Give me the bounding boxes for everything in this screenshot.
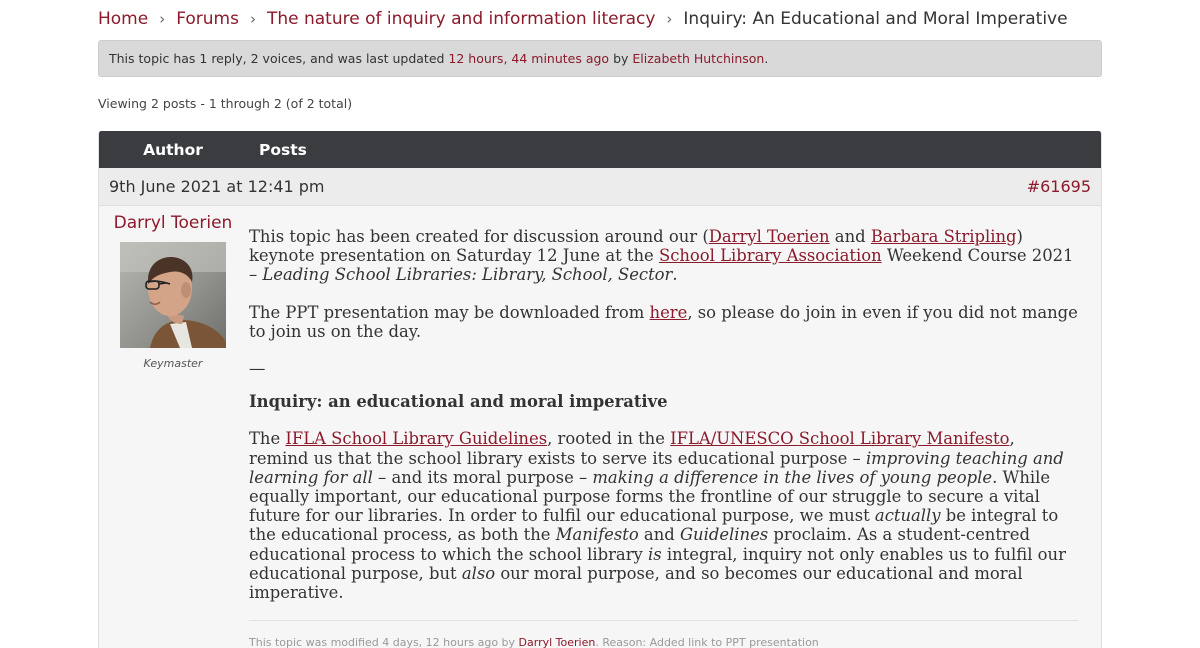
posts-table <box>98 131 1102 648</box>
author-name-link[interactable]: Darryl Toerien <box>113 213 233 233</box>
ifla-guidelines-link[interactable]: IFLA School Library Guidelines <box>285 429 548 449</box>
emphasis: actually <box>874 506 941 526</box>
freshness-link[interactable]: 12 hours, 44 minutes ago <box>448 51 610 66</box>
notice-prefix: This topic has 1 reply, 2 voices, and was last updated <box>109 51 449 66</box>
text-run: and <box>829 227 871 246</box>
text-run: and <box>638 525 680 545</box>
last-author-link[interactable]: Elizabeth Hutchinson <box>632 51 765 66</box>
breadcrumb-forums-link[interactable]: Forums <box>176 9 239 29</box>
post-header <box>99 168 1101 206</box>
emphasis: Guidelines <box>679 525 769 545</box>
post-permalink[interactable]: #61695 <box>1026 177 1091 196</box>
revision-suffix: . Reason: Added link to PPT presentation <box>595 636 819 648</box>
post-content <box>247 206 1078 648</box>
revision-author-link[interactable]: Darryl Toerien <box>518 636 596 648</box>
post-author <box>99 206 247 648</box>
posts-table-header <box>99 131 1101 168</box>
text-run: ) keynote presentation on Saturday 12 June at the <box>249 227 1023 266</box>
ifla-unesco-manifesto-link[interactable]: IFLA/UNESCO School Library Manifesto <box>670 429 1010 449</box>
text-run: This topic has been created for discussion around our ( <box>249 227 709 246</box>
darryl-toerien-link[interactable]: Darryl Toerien <box>708 227 830 246</box>
breadcrumb-current-topic: Inquiry: An Educational and Moral Imperative <box>683 9 1068 29</box>
school-library-association-link[interactable]: School Library Association <box>658 246 882 266</box>
text-run: our moral purpose, and so becomes our educational and moral imperative. <box>249 563 1023 603</box>
breadcrumb-separator: › <box>159 10 166 28</box>
avatar[interactable] <box>120 242 226 348</box>
post-paragraph <box>249 227 1078 285</box>
breadcrumb-forum-link[interactable]: The nature of inquiry and information literacy <box>266 9 656 29</box>
ppt-download-link[interactable]: here <box>649 302 688 322</box>
post-paragraph <box>249 429 1078 602</box>
text-run: proclaim. As a student-centred educational process to which the school library <box>249 525 1030 564</box>
breadcrumb-separator: › <box>249 10 256 28</box>
revision-log <box>249 620 1078 648</box>
emphasis: Manifesto <box>555 525 639 545</box>
text-run: . While equally important, our educational purpose forms the frontline of our struggle to secure a vital future for our libraries. In order to fulfil our educational purpose, we must <box>249 467 1051 526</box>
emphasis: making a difference in the lives of young people <box>592 467 993 487</box>
topic-info-notice <box>98 40 1102 77</box>
text-run: integral, inquiry not only enables us to fulfil our educational purpose, but <box>249 544 1066 583</box>
post <box>99 206 1101 648</box>
text-run: , rooted in the <box>547 429 671 449</box>
author-role: Keymaster <box>143 357 203 370</box>
pagination-count: Viewing 2 posts - 1 through 2 (of 2 total) <box>98 96 353 111</box>
notice-by: by <box>609 51 633 66</box>
text-run: The <box>249 429 286 449</box>
breadcrumb-separator: › <box>666 10 673 28</box>
breadcrumb <box>98 8 1068 30</box>
barbara-stripling-link[interactable]: Barbara Stripling <box>870 227 1017 246</box>
text-run: – and its moral purpose – <box>372 467 593 487</box>
column-header-posts: Posts <box>259 140 307 159</box>
divider-dash: — <box>249 359 266 379</box>
emphasis: improving teaching and learning for all <box>249 448 1064 487</box>
post-paragraph <box>249 303 1078 341</box>
text-run: , so please do join in even if you did not mange to join us on the day. <box>249 302 1078 341</box>
emphasis: is <box>648 544 662 564</box>
text-run: The PPT presentation may be downloaded from <box>249 302 650 322</box>
text-run: Weekend Course 2021 – <box>249 246 1074 285</box>
column-header-author: Author <box>143 140 203 159</box>
notice-suffix: . <box>764 51 769 66</box>
emphasis: Leading School Libraries: Library, School, Sector <box>262 265 673 285</box>
breadcrumb-home-link[interactable]: Home <box>98 9 149 29</box>
text-run: . <box>672 265 678 285</box>
text-run: be integral to the educational process, as both the <box>249 506 1059 545</box>
post-date: 9th June 2021 at 12:41 pm <box>109 177 325 196</box>
text-run: , remind us that the school library exists to serve its educational purpose – <box>249 429 1015 468</box>
revision-prefix: This topic was modified 4 days, 12 hours ago by <box>249 636 519 648</box>
post-heading: Inquiry: an educational and moral imperative <box>249 392 668 412</box>
emphasis: also <box>461 563 496 583</box>
